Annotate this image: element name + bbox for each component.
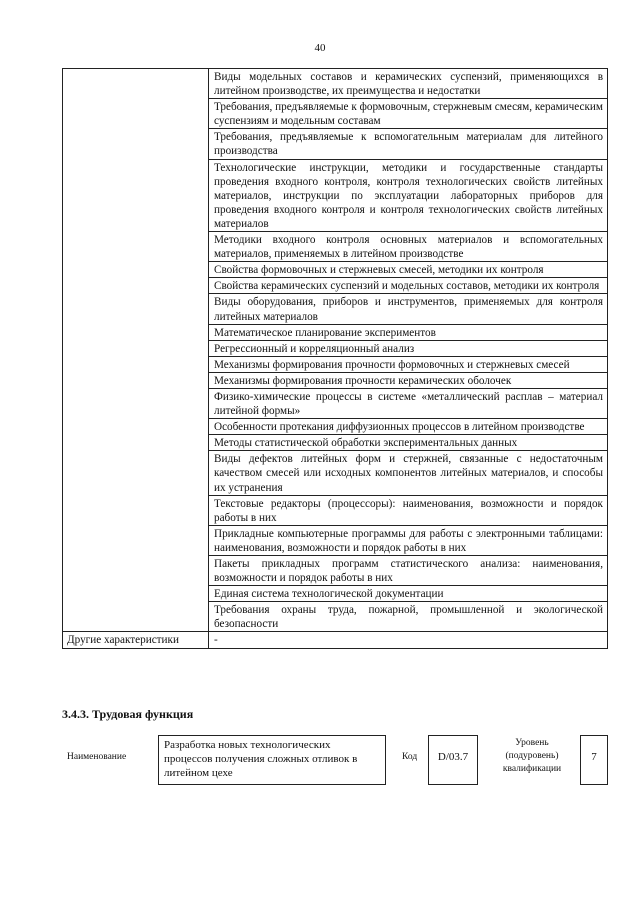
knowledge-item: Методики входного контроля основных материалов и вспомогательных материалов, применяемых в литейном производстве — [209, 232, 608, 262]
knowledge-item: Прикладные компьютерные программы для работы с электронными таблицами: наименования, возможности и порядок работы в них — [209, 525, 608, 555]
page-number: 40 — [314, 42, 326, 54]
knowledge-item: Пакеты прикладных программ статистического анализа: наименования, возможности и порядок работы в них — [209, 556, 608, 586]
knowledge-item: Требования, предъявляемые к вспомогательным материалам для литейного производства — [209, 129, 608, 159]
qualification-level-label: Уровень (подуровень) квалификации — [502, 738, 562, 774]
knowledge-item: Математическое планирование экспериментов — [209, 324, 608, 340]
other-characteristics-value: - — [209, 632, 608, 648]
knowledge-item: Особенности протекания диффузионных процессов в литейном производстве — [209, 419, 608, 435]
knowledge-item: Регрессионный и корреляционный анализ — [209, 340, 608, 356]
knowledge-item: Механизмы формирования прочности керамических оболочек — [209, 372, 608, 388]
knowledge-item: Единая система технологической документации — [209, 586, 608, 602]
knowledge-item: Виды модельных составов и керамических суспензий, применяющихся в литейном производстве, их преимущества и недостатки — [209, 69, 608, 99]
knowledge-row — [63, 69, 608, 99]
knowledge-item: Виды дефектов литейных форм и стержней, связанные с недостаточным качеством смесей или исходных компонентов литейных материалов, и способы их устранения — [209, 451, 608, 495]
labor-function-code-label: Код — [402, 752, 418, 762]
labor-function-code-value: D/03.7 — [428, 735, 478, 785]
knowledge-item: Физико-химические процессы в системе «металлический расплав – материал литейной формы» — [209, 388, 608, 418]
section-heading: 3.4.3. Трудовая функция — [62, 707, 194, 721]
knowledge-label-cell — [63, 69, 209, 632]
knowledge-item: Виды оборудования, приборов и инструментов, применяемых для контроля литейных материалов — [209, 294, 608, 324]
other-characteristics-row — [63, 632, 608, 648]
knowledge-item: Текстовые редакторы (процессоры): наименования, возможности и порядок работы в них — [209, 495, 608, 525]
knowledge-item: Требования, предъявляемые к формовочным, стержневым смесям, керамическим суспензиям и модельным составам — [209, 99, 608, 129]
knowledge-item: Механизмы формирования прочности формовочных и стержневых смесей — [209, 356, 608, 372]
qualification-level-value: 7 — [580, 735, 608, 785]
labor-function-name-label: Наименование — [67, 752, 127, 762]
knowledge-item: Свойства керамических суспензий и модельных составов, методики их контроля — [209, 278, 608, 294]
labor-function-name-value: Разработка новых технологических процессов получения сложных отливок в литейном цехе — [158, 735, 386, 785]
knowledge-table-body — [63, 69, 608, 649]
knowledge-item: Методы статистической обработки экспериментальных данных — [209, 435, 608, 451]
knowledge-item: Технологические инструкции, методики и государственные стандарты проведения входного контроля, контроля технологических свойств литейных материалов, инструкции по эксплуатации лабораторных приборов для проведения входного контроля и контроля технологических свойств литейных материалов — [209, 159, 608, 231]
knowledge-item: Свойства формовочных и стержневых смесей, методики их контроля — [209, 262, 608, 278]
other-characteristics-label: Другие характеристики — [63, 632, 209, 648]
knowledge-item: Требования охраны труда, пожарной, промышленной и экологической безопасности — [209, 602, 608, 632]
knowledge-table — [62, 68, 608, 649]
